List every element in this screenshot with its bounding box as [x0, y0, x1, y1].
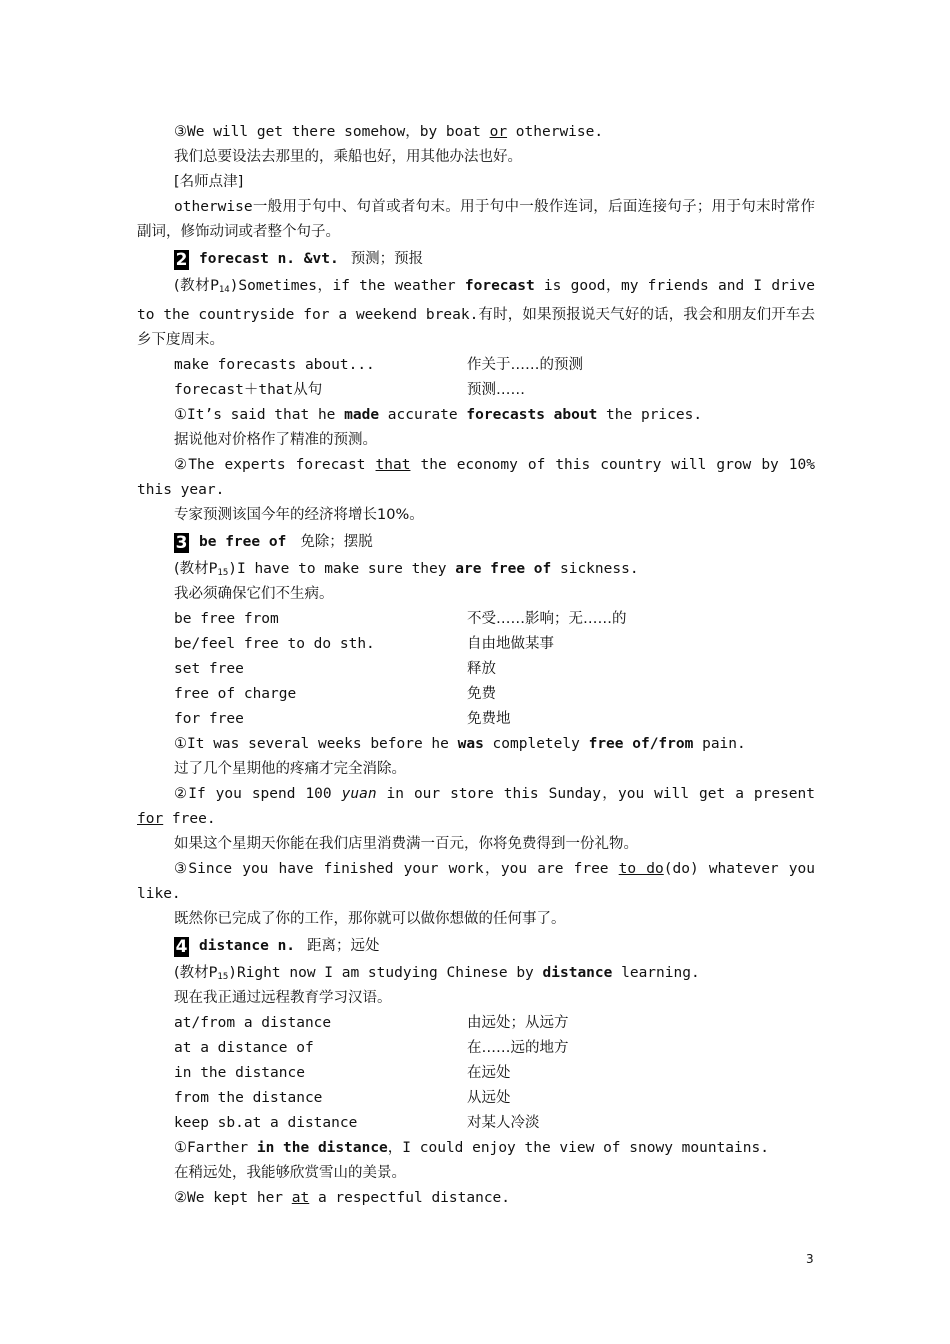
phrase-row: be/feel free to do sth. 自由地做某事 [174, 636, 554, 652]
vocab-heading-forecast [137, 245, 815, 274]
vocab-meaning: 距离；远处 [307, 938, 380, 954]
phrase-row: keep sb.at a distance 对某人冷淡 [174, 1115, 540, 1131]
example-sentence: ②The experts forecast that the economy of this country will grow by 10% this year. [137, 457, 815, 498]
example-translation: 据说他对价格作了精准的预测。 [174, 432, 377, 448]
example-sentence: ③Since you have finished your work，you are free to do(do) whatever you like. [137, 861, 815, 902]
answer-blank: or [489, 124, 508, 140]
vocab-meaning: 预测；预报 [350, 251, 424, 267]
answer-blank: that [375, 457, 411, 473]
phrase-row: make forecasts about... 作关于……的预测 [174, 357, 583, 373]
page-number: 3 [806, 1252, 814, 1266]
example-sentence: ①Farther in the distance，I could enjoy the view of snowy mountains. [174, 1140, 769, 1156]
document-page [137, 120, 815, 1211]
example-translation: 我必须确保它们不生病。 [174, 586, 334, 602]
phrase-row: from the distance 从远处 [174, 1090, 511, 1106]
vocab-heading-be-free-of [137, 528, 815, 557]
vocab-meaning: 免除；摆脱 [300, 534, 373, 550]
phrase-row: at a distance of 在……远的地方 [174, 1040, 569, 1056]
example-sentence: ②If you spend 100 yuan in our store this Sunday，you will get a present for free. [137, 786, 815, 827]
example-translation: 专家预测该国今年的经济将增长10%。 [174, 507, 424, 523]
example-translation: 我们总要设法去那里的，乘船也好，用其他办法也好。 [174, 149, 522, 165]
vocab-word: be free of [199, 534, 287, 550]
answer-blank: to do [618, 861, 664, 877]
section-number-badge: 3 [175, 532, 188, 553]
example-translation: 现在我正通过远程教育学习汉语。 [174, 990, 392, 1006]
phrase-row: set free 释放 [174, 661, 496, 677]
example-translation: 既然你已完成了你的工作，那你就可以做你想做的任何事了。 [174, 911, 566, 927]
example-translation: 在稍远处，我能够欣赏雪山的美景。 [174, 1165, 406, 1181]
phrase-row: free of charge 免费 [174, 686, 496, 702]
example-sentence: ②We kept her at a respectful distance. [174, 1190, 511, 1206]
tip-text: otherwise一般用于句中、句首或者句末。用于句中一般作连词，后面连接句子；用于句末时常作副词，修饰动词或者整个句子。 [137, 199, 815, 240]
vocab-heading-distance [137, 932, 815, 961]
phrase-row: at/from a distance 由远处；从远方 [174, 1015, 569, 1031]
section-number-badge: 4 [175, 936, 188, 957]
example-translation: 如果这个星期天你能在我们店里消费满一百元，你将免费得到一份礼物。 [174, 836, 638, 852]
example-sentence: ①It was several weeks before he was completely free of/from pain. [174, 736, 746, 752]
vocab-word: distance n. [199, 938, 296, 954]
textbook-sentence: (教材$P_{14})Sometimes$，if the weather forecast is good，my friends and I drive to the countryside for a weekend break.有时，如果预报说天气好的话，我会和朋友们开车去乡下度周末。 [137, 278, 815, 348]
textbook-sentence: (教材$P_{15})I$ have to make sure they are free of sickness. [174, 561, 639, 578]
example-sentence: ③We will get there somehow，by boat or otherwise. [174, 124, 604, 140]
example-sentence: ①It’s said that he made accurate forecasts about the prices. [174, 407, 703, 423]
answer-blank: for [137, 811, 164, 827]
phrase-row: in the distance 在远处 [174, 1065, 511, 1081]
section-number-badge: 2 [175, 249, 188, 270]
phrase-row: for free 免费地 [174, 711, 511, 727]
textbook-sentence: (教材$P_{15})Right$ now I am studying Chinese by distance learning. [174, 965, 700, 982]
phrase-row: forecast＋that从句 预测…… [174, 382, 525, 398]
vocab-word: forecast n. &vt. [199, 251, 339, 267]
phrase-row: be free from 不受……影响；无……的 [174, 611, 627, 627]
tip-label: [名师点津] [174, 174, 244, 190]
example-translation: 过了几个星期他的疼痛才完全消除。 [174, 761, 406, 777]
answer-blank: at [291, 1190, 310, 1206]
